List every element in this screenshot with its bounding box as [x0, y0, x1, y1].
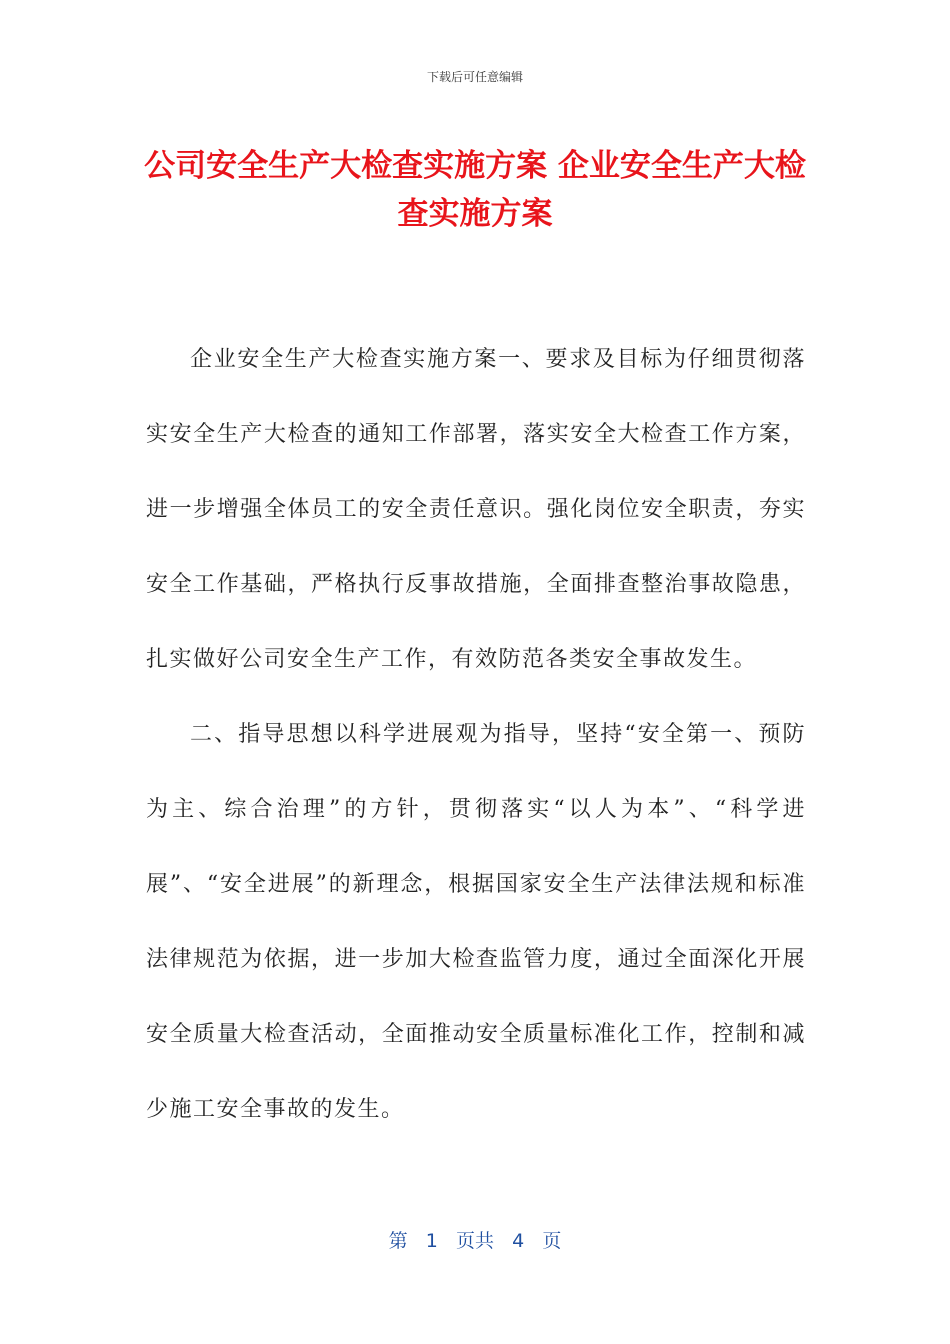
footer-middle: 页共	[455, 1230, 494, 1252]
paragraph-2: 二、指导思想以科学进展观为指导，坚持“安全第一、预防为主、综合治理”的方针，贯彻落实“以人为本”、“科学进展”、“安全进展”的新理念，根据国家安全生产法律法规和标准法律规范为依据，进一步加大检查监管力度，通过全面深化开展安全质量大检查活动，全面推动安全质量标准化工作，控制和减少施工安全事故的发生。	[146, 722, 806, 1122]
document-body	[146, 322, 806, 1147]
page-footer	[0, 1226, 950, 1253]
document-title: 公司安全生产大检查实施方案 企业安全生产大检查实施方案	[144, 148, 806, 232]
footer-current-page: 1	[425, 1230, 438, 1252]
footer-prefix: 第	[388, 1230, 408, 1252]
footer-total-pages: 4	[512, 1230, 525, 1252]
paragraph-1: 企业安全生产大检查实施方案一、要求及目标为仔细贯彻落实安全生产大检查的通知工作部署，落实安全大检查工作方案，进一步增强全体员工的安全责任意识。强化岗位安全职责，夯实安全工作基础，严格执行反事故措施，全面排查整治事故隐患，扎实做好公司安全生产工作，有效防范各类安全事故发生。	[146, 347, 806, 672]
header-note: 下载后可任意编辑	[426, 70, 523, 84]
footer-suffix: 页	[542, 1230, 562, 1252]
